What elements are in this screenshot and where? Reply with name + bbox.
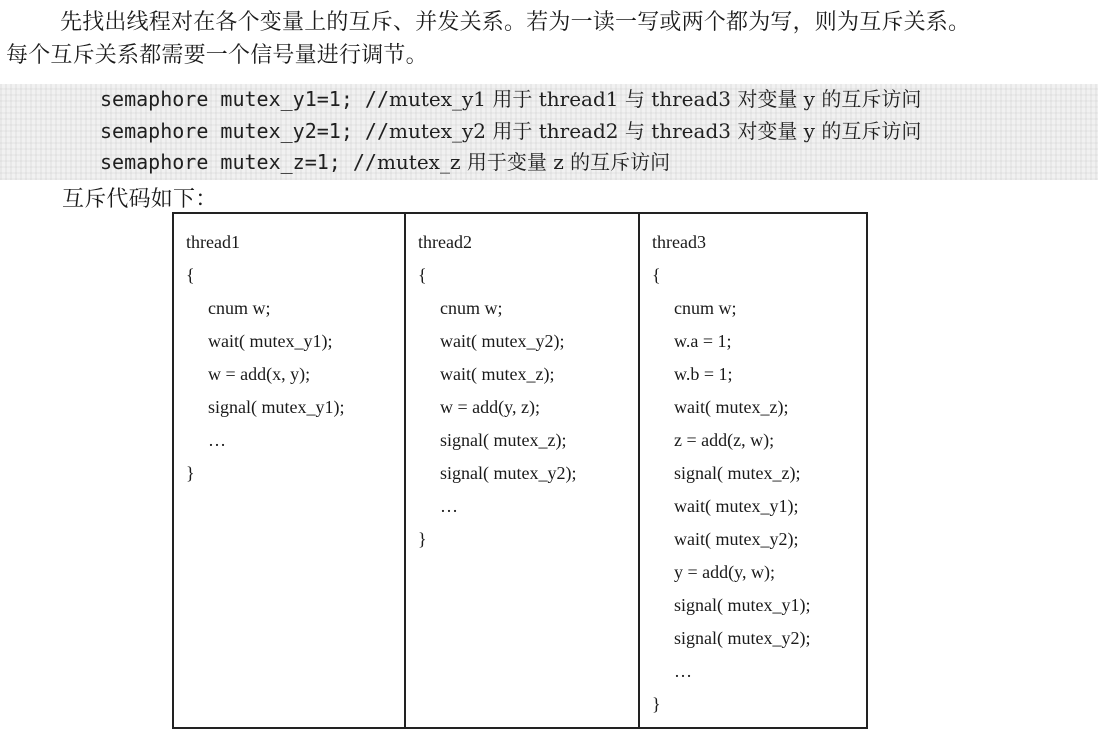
code-line: wait( mutex_y1); [208,331,333,351]
code-line: cnum w; [440,298,503,318]
code-line: w = add(x, y); [208,364,311,384]
code-line: wait( mutex_z); [440,364,555,384]
thread-column [173,213,405,728]
code-line: signal( mutex_y2); [440,463,577,483]
code-line: signal( mutex_y1); [674,595,811,615]
code-line: w.a = 1; [674,331,732,351]
semaphore-declaration [100,118,921,144]
code-heading: 互斥代码如下： [62,187,218,212]
declaration-comment: mutex_z 用于变量 z 的互斥访问 [376,150,671,174]
code-line: wait( mutex_y2); [440,331,565,351]
code-line: wait( mutex_y1); [674,496,799,516]
code-line: signal( mutex_y2); [674,628,811,648]
semaphore-declaration [100,86,921,112]
code-line: … [440,496,458,516]
thread-name: thread3 [652,232,706,252]
code-line: w.b = 1; [674,364,733,384]
thread-code-table [172,212,868,729]
code-line: wait( mutex_z); [674,397,789,417]
declaration-comment: mutex_y1 用于 thread1 与 thread3 对变量 y 的互斥访问 [388,87,922,111]
thread-name: thread1 [186,232,240,252]
declaration-code: semaphore mutex_z=1; // [100,150,377,174]
code-line: signal( mutex_z); [674,463,801,483]
code-line: … [674,661,692,681]
semaphore-declaration [100,149,670,175]
declaration-code: semaphore mutex_y2=1; // [100,119,389,143]
intro-line-2: 每个互斥关系都需要一个信号量进行调节。 [6,43,428,68]
declaration-comment: mutex_y2 用于 thread2 与 thread3 对变量 y 的互斥访问 [388,119,922,143]
code-line: … [208,430,226,450]
close-brace: } [418,529,427,549]
code-line: signal( mutex_z); [440,430,567,450]
open-brace: { [186,265,195,285]
code-line: wait( mutex_y2); [674,529,799,549]
code-line: signal( mutex_y1); [208,397,345,417]
declaration-code: semaphore mutex_y1=1; // [100,87,389,111]
code-line: y = add(y, w); [674,562,775,582]
thread-column [405,213,639,728]
code-line: cnum w; [674,298,737,318]
close-brace: } [186,463,195,483]
close-brace: } [652,694,661,714]
open-brace: { [652,265,661,285]
code-line: cnum w; [208,298,271,318]
code-line: w = add(y, z); [440,397,540,417]
code-line: z = add(z, w); [674,430,775,450]
intro-line-1: 先找出线程对在各个变量上的互斥、并发关系。若为一读一写或两个都为写，则为互斥关系。 [60,10,971,35]
open-brace: { [418,265,427,285]
thread-name: thread2 [418,232,472,252]
thread-column [639,213,867,728]
